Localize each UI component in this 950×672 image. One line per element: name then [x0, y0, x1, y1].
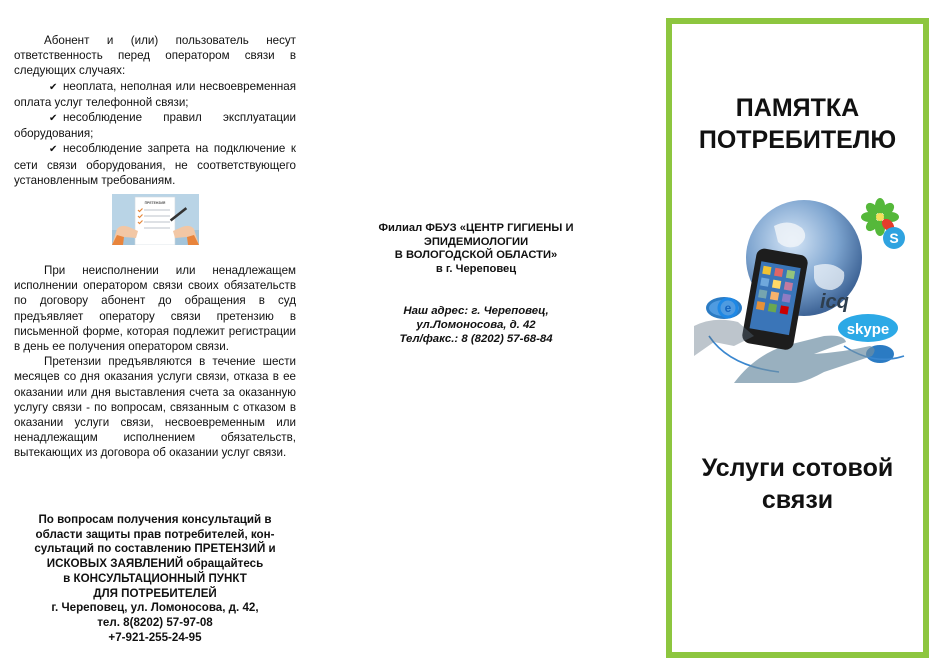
claim-document-illustration: [112, 194, 199, 245]
case-text: неоплата, неполная или несвоевременная оплата услуг телефонной связи;: [14, 79, 296, 109]
consult-line: +7-921-255-24-95: [108, 630, 202, 644]
consult-line: в КОНСУЛЬТАЦИОННЫЙ ПУНКТ: [63, 571, 247, 585]
responsibility-intro: Абонент и (или) пользователь несут ответственность перед оператором связи в следующих случаях:: [14, 34, 296, 78]
consult-line: тел. 8(8202) 57-97-08: [97, 615, 213, 629]
address-line: Наш адрес: г. Череповец,: [403, 305, 549, 317]
case-item: [14, 79, 296, 110]
mobile-services-illustration: [694, 196, 916, 383]
case-text: несоблюдение правил эксплуатации оборудования;: [14, 111, 296, 141]
org-line: в г. Череповец: [435, 262, 517, 275]
organization-name: [360, 222, 592, 276]
skype-s-icon: [883, 227, 905, 249]
consult-line: г. Череповец, ул. Ломоносова, д. 42,: [51, 601, 259, 615]
consult-line: По вопросам получения консультаций в: [38, 513, 272, 526]
cover-panel: [666, 18, 929, 658]
address-line: ул.Ломоносова, д. 42: [416, 319, 536, 331]
skype-cloud-icon: [838, 314, 898, 342]
claim-section: [14, 263, 296, 461]
icq-label: icq: [820, 291, 849, 313]
consult-line: сультаций по составлению ПРЕТЕНЗИЙ и: [34, 542, 276, 556]
svg-text:S: S: [889, 230, 899, 246]
cover-title: [672, 92, 923, 156]
claim-document-drawing: [112, 194, 199, 245]
claim-term-paragraph: Претензии предъявляются в течение шести месяцев со дня оказания услуги связи, отказа в ее оказании или дня выставления счета за оказанную услугу связи - по вопросам, связанным с отказом в оказании услуги связи, несвоевременным или ненадлежащим исполнением обязательств, вытекающих из договора об оказании услуг связи.: [14, 355, 296, 460]
address-line: Тел/факс.: 8 (8202) 57-68-84: [399, 333, 553, 345]
organization-address: [360, 304, 592, 346]
case-item: [14, 141, 296, 188]
consultation-block: [14, 513, 296, 645]
claim-paragraph: При неисполнении или ненадлежащем исполнении оператором связи своих обязательств по договору абонент до обращения в суд предъявляет оператору связи претензию в письменной форме, которая подлежит регистрации в день ее получения оператором связи.: [14, 264, 296, 354]
consult-line: ДЛЯ ПОТРЕБИТЕЛЕЙ: [93, 586, 217, 600]
checkmark-icon: ✔: [49, 113, 58, 125]
claim-doc-label: ПРЕТЕНЗИЯ: [144, 201, 166, 205]
org-line: ЭПИДЕМИОЛОГИИ: [423, 235, 529, 248]
svg-text:e: e: [724, 301, 732, 315]
responsibility-section: [14, 33, 296, 188]
consult-line: области защиты прав потребителей, кон-: [35, 527, 275, 541]
case-text: несоблюдение запрета на подключение к сети связи оборудования, не соответствующего установленным требованиям.: [14, 142, 296, 187]
case-item: [14, 110, 296, 141]
mobile-services-drawing: [694, 196, 916, 383]
checkmark-icon: ✔: [49, 81, 58, 93]
consult-line: ИСКОВЫХ ЗАЯВЛЕНИЙ обращайтесь: [46, 557, 264, 571]
cover-subtitle-line: связи: [761, 486, 834, 514]
skype-label: skype: [846, 321, 890, 338]
cover-subtitle: [672, 452, 923, 516]
cover-title-line: ПОТРЕБИТЕЛЮ: [698, 126, 897, 154]
checkmark-icon: ✔: [49, 144, 58, 156]
cover-subtitle-line: Услуги сотовой: [701, 454, 894, 482]
org-line: В ВОЛОГОДСКОЙ ОБЛАСТИ»: [394, 249, 558, 261]
cover-title-line: ПАМЯТКА: [735, 94, 860, 122]
org-line: Филиал ФБУЗ «ЦЕНТР ГИГИЕНЫ И: [378, 222, 574, 234]
